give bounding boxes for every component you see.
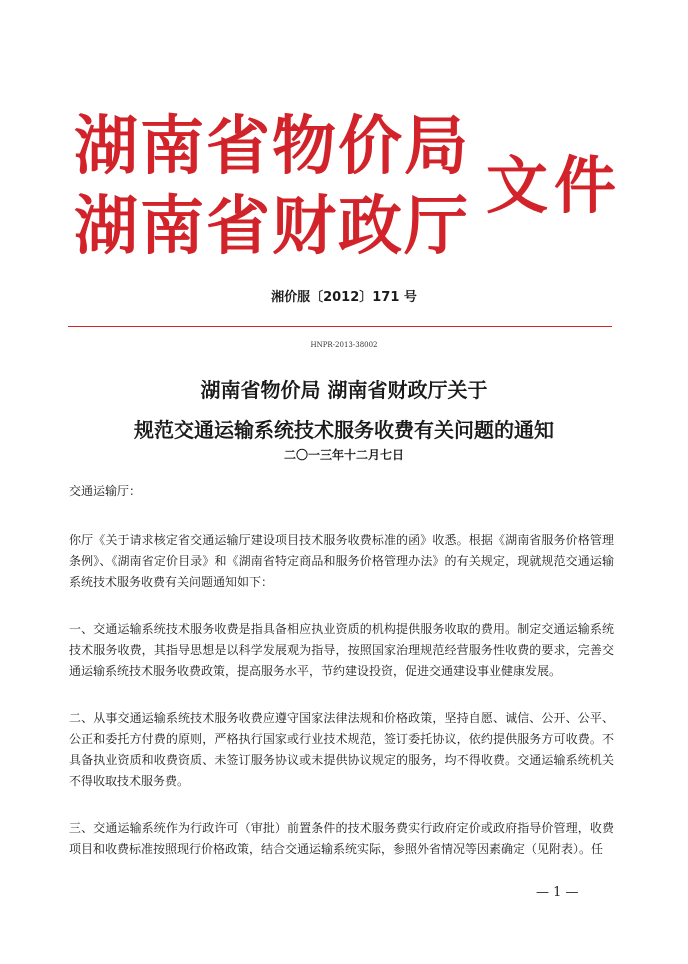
page-number: — 1 —: [536, 885, 579, 900]
title-line-2: 规范交通运输系统技术服务收费有关问题的通知: [134, 418, 554, 442]
masthead-suffix: 文件: [486, 149, 623, 222]
title-line-1: 湖南省物价局 湖南省财政厅关于: [200, 378, 488, 402]
red-masthead: [74, 110, 623, 264]
document-number: 湘价服〔2012〕171 号: [271, 290, 417, 305]
serial-number: HNPR-2013-38002: [310, 341, 378, 349]
red-divider: [68, 326, 612, 327]
paragraph-item-3: 三、交通运输系统作为行政许可（审批）前置条件的技术服务费实行政府定价或政府指导价管理，收费项目和收费标准按照现行价格政策，结合交通运输系统实际，参照外省情况等因素确定（见附表）。任: [69, 821, 614, 856]
paragraph-item-1: 一、交通运输系统技术服务收费是指具备相应执业资质的机构提供服务收取的费用。制定交通运输系统技术服务收费，其指导思想是以科学发展观为指导，按照国家治理规范经营服务性收费的要求，完善交通运输系统技术服务收费政策，提高服务水平，节约建设投资，促进交通建设事业健康发展。: [69, 622, 614, 678]
issue-date: 二〇一三年十二月七日: [283, 448, 404, 462]
masthead-issuer-1: 湖南省物价局: [74, 110, 470, 184]
paragraph-item-2: 二、从事交通运输系统技术服务收费应遵守国家法律法规和价格政策，坚持自愿、诚信、公开、公平、公正和委托方付费的原则，严格执行国家或行业技术规范，签订委托协议，依约提供服务方可收费。不具备执业资质和收费资质、未签订服务协议或未提供协议规定的服务，均不得收费。交通运输系统机关不得收取技术服务费。: [69, 711, 614, 788]
greeting: 交通运输厅：: [69, 484, 142, 498]
intro-paragraph: 你厅《关于请求核定省交通运输厅建设项目技术服务收费标准的函》收悉。根据《湖南省服务价格管理条例》、《湖南省定价目录》和《湖南省特定商品和服务价格管理办法》的有关规定，现就规范交通运输系统技术服务收费有关问题通知如下：: [69, 533, 614, 589]
masthead-issuer-2: 湖南省财政厅: [74, 190, 470, 264]
